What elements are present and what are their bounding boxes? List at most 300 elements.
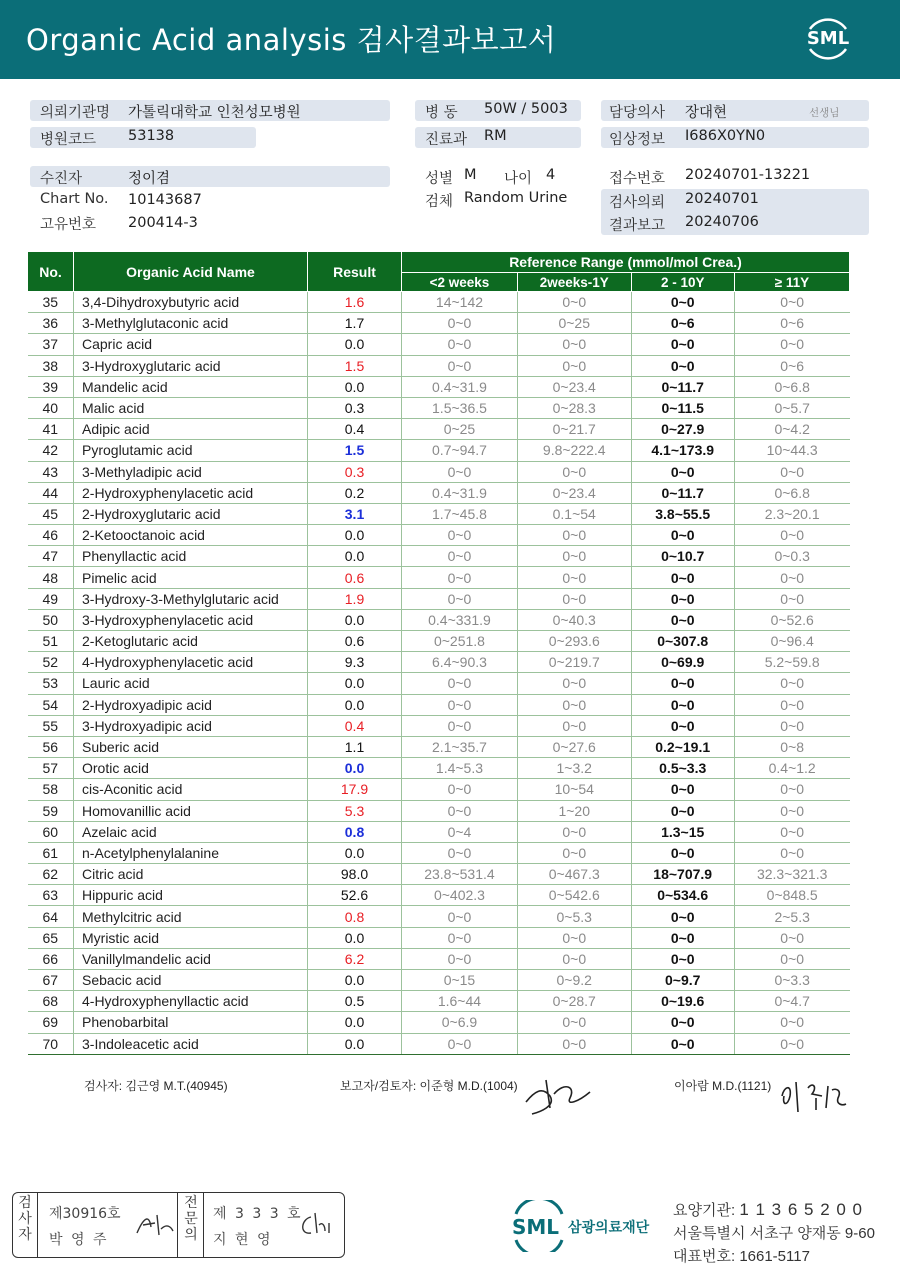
ref-2weeks-1y: 0~0 [517, 821, 631, 842]
table-row [28, 482, 850, 503]
table-row [28, 821, 850, 842]
clinical-label: 임상정보 [609, 132, 666, 148]
ref-ge-11y: 0~4.2 [734, 419, 849, 440]
footer-sml-logo [512, 1200, 652, 1252]
acid-name: Lauric acid [74, 673, 308, 694]
result-value: 0.0 [308, 1012, 402, 1033]
ref-lt-2weeks: 0~0 [402, 461, 518, 482]
ref-ge-11y: 0~0 [734, 715, 849, 736]
ref-lt-2weeks: 14~142 [402, 292, 518, 313]
footer-org-name: 삼광의료재단 [568, 1220, 650, 1236]
table-row [28, 1033, 850, 1054]
acid-name: Orotic acid [74, 758, 308, 779]
result-value: 0.5 [308, 991, 402, 1012]
table-row [28, 334, 850, 355]
stamp-left-number: 제30916호 [49, 1206, 121, 1222]
row-number: 54 [28, 694, 74, 715]
row-number: 37 [28, 334, 74, 355]
table-row [28, 842, 850, 863]
row-number: 60 [28, 821, 74, 842]
ref-ge-11y: 0~0 [734, 588, 849, 609]
acid-name: n-Acetylphenylalanine [74, 842, 308, 863]
ref-lt-2weeks: 0~251.8 [402, 631, 518, 652]
row-number: 53 [28, 673, 74, 694]
ref-ge-11y: 0~848.5 [734, 885, 849, 906]
ref-lt-2weeks: 0~0 [402, 906, 518, 927]
ref-2weeks-1y: 1~20 [517, 800, 631, 821]
ref-ge-11y: 0~6.8 [734, 482, 849, 503]
ref-ge-11y: 0~3.3 [734, 970, 849, 991]
acid-name: Capric acid [74, 334, 308, 355]
table-row [28, 397, 850, 418]
col-header-ref-2: 2 - 10Y [631, 273, 734, 292]
doctor-label: 담당의사 [609, 105, 666, 121]
acid-name: Sebacic acid [74, 970, 308, 991]
table-row [28, 609, 850, 630]
table-row [28, 652, 850, 673]
ref-2-10y: 18~707.9 [631, 864, 734, 885]
ref-2-10y: 0~11.7 [631, 376, 734, 397]
institution-label: 의뢰기관명 [40, 105, 111, 121]
footer-phone-label: 대표번호: [673, 1248, 736, 1265]
ref-2-10y: 0~0 [631, 906, 734, 927]
ref-2weeks-1y: 0~0 [517, 1033, 631, 1054]
institution-value: 가톨릭대학교 인천성모병원 [128, 105, 301, 121]
ref-2-10y: 0~0 [631, 461, 734, 482]
ref-ge-11y: 0~96.4 [734, 631, 849, 652]
table-row [28, 906, 850, 927]
stamp-right-number: 제 3 3 3 호 [213, 1206, 303, 1222]
ref-lt-2weeks: 0~402.3 [402, 885, 518, 906]
ref-ge-11y: 0~0 [734, 800, 849, 821]
dept-label: 진료과 [425, 132, 468, 148]
age-label: 나이 [504, 171, 533, 187]
specimen-value: Random Urine [464, 190, 568, 206]
ref-ge-11y: 0.4~1.2 [734, 758, 849, 779]
row-number: 39 [28, 376, 74, 397]
footer-logo-text: SML [512, 1215, 560, 1239]
row-number: 59 [28, 800, 74, 821]
ref-2weeks-1y: 0~23.4 [517, 376, 631, 397]
ref-2weeks-1y: 0~0 [517, 588, 631, 609]
ref-ge-11y: 0~0 [734, 779, 849, 800]
acid-name: 2-Hydroxyphenylacetic acid [74, 482, 308, 503]
result-value: 0.6 [308, 631, 402, 652]
receipt-label: 접수번호 [609, 171, 666, 187]
acid-name: 2-Ketoglutaric acid [74, 631, 308, 652]
ref-ge-11y: 0~4.7 [734, 991, 849, 1012]
ref-lt-2weeks: 1.5~36.5 [402, 397, 518, 418]
ref-ge-11y: 0~6 [734, 355, 849, 376]
result-value: 0.0 [308, 609, 402, 630]
table-row [28, 440, 850, 461]
result-value: 52.6 [308, 885, 402, 906]
ref-2weeks-1y: 0~0 [517, 842, 631, 863]
result-value: 1.5 [308, 440, 402, 461]
ref-2-10y: 0.5~3.3 [631, 758, 734, 779]
acid-name: 2-Hydroxyglutaric acid [74, 503, 308, 524]
row-number: 63 [28, 885, 74, 906]
ref-lt-2weeks: 0.7~94.7 [402, 440, 518, 461]
table-row [28, 779, 850, 800]
ref-2weeks-1y: 0~467.3 [517, 864, 631, 885]
ref-2-10y: 0~0 [631, 927, 734, 948]
row-number: 61 [28, 842, 74, 863]
acid-name: Adipic acid [74, 419, 308, 440]
ref-2-10y: 0~0 [631, 292, 734, 313]
ref-ge-11y: 0~0 [734, 567, 849, 588]
ref-ge-11y: 0~5.7 [734, 397, 849, 418]
acid-name: Myristic acid [74, 927, 308, 948]
result-value: 0.8 [308, 821, 402, 842]
ref-2weeks-1y: 0~28.3 [517, 397, 631, 418]
ref-2weeks-1y: 0~0 [517, 567, 631, 588]
ref-ge-11y: 2~5.3 [734, 906, 849, 927]
table-row [28, 313, 850, 334]
table-row [28, 588, 850, 609]
stamp-left-label: 검사자 [18, 1195, 32, 1243]
ref-lt-2weeks: 0~0 [402, 673, 518, 694]
ref-ge-11y: 5.2~59.8 [734, 652, 849, 673]
ref-2-10y: 0~0 [631, 673, 734, 694]
acid-name: Pyroglutamic acid [74, 440, 308, 461]
ref-2weeks-1y: 0~0 [517, 355, 631, 376]
ref-2-10y: 0~0 [631, 715, 734, 736]
stamp-right-label: 전문의 [184, 1195, 198, 1243]
col-header-no: No. [28, 252, 74, 292]
ref-2-10y: 0~27.9 [631, 419, 734, 440]
report-date-label: 결과보고 [609, 218, 666, 234]
result-value: 1.9 [308, 588, 402, 609]
result-value: 1.6 [308, 292, 402, 313]
result-value: 1.1 [308, 736, 402, 757]
ref-ge-11y: 2.3~20.1 [734, 503, 849, 524]
ref-2weeks-1y: 0~0 [517, 694, 631, 715]
acid-name: 2-Ketooctanoic acid [74, 525, 308, 546]
footer-phone-line [673, 1245, 810, 1266]
sex-label: 성별 [425, 171, 454, 187]
result-value: 0.8 [308, 906, 402, 927]
stamp-right-signature [295, 1209, 339, 1239]
hospital-code-label: 병원코드 [40, 132, 97, 148]
doctor2-signature: 이아람 M.D.(1121) [674, 1079, 772, 1093]
ref-lt-2weeks: 1.7~45.8 [402, 503, 518, 524]
row-number: 50 [28, 609, 74, 630]
ref-ge-11y: 0~0 [734, 525, 849, 546]
table-row [28, 694, 850, 715]
ref-ge-11y: 0~0 [734, 673, 849, 694]
ref-2weeks-1y: 0~219.7 [517, 652, 631, 673]
col-header-result: Result [308, 252, 402, 292]
doctor2-handwritten-signature [776, 1076, 850, 1116]
request-value: 20240701 [685, 191, 759, 207]
ref-2-10y: 0~69.9 [631, 652, 734, 673]
table-row [28, 970, 850, 991]
ref-2-10y: 0~534.6 [631, 885, 734, 906]
result-value: 0.0 [308, 673, 402, 694]
result-value: 6.2 [308, 948, 402, 969]
ref-2-10y: 0~0 [631, 1012, 734, 1033]
acid-name: Homovanillic acid [74, 800, 308, 821]
ref-lt-2weeks: 0~15 [402, 970, 518, 991]
ref-lt-2weeks: 0.4~31.9 [402, 376, 518, 397]
ref-lt-2weeks: 0~0 [402, 948, 518, 969]
ref-lt-2weeks: 0~0 [402, 1033, 518, 1054]
ref-lt-2weeks: 0~0 [402, 355, 518, 376]
col-header-ref-1: 2weeks-1Y [517, 273, 631, 292]
ref-2-10y: 0~0 [631, 609, 734, 630]
chart-value: 10143687 [128, 192, 202, 208]
ref-lt-2weeks: 0~0 [402, 715, 518, 736]
result-value: 3.1 [308, 503, 402, 524]
row-number: 56 [28, 736, 74, 757]
table-row [28, 525, 850, 546]
table-row [28, 567, 850, 588]
col-header-reference: Reference Range (mmol/mol Crea.) [402, 252, 850, 273]
report-title: Organic Acid analysis 검사결과보고서 [26, 23, 557, 57]
ref-2-10y: 0~0 [631, 525, 734, 546]
ref-2-10y: 0~0 [631, 694, 734, 715]
ref-lt-2weeks: 0~4 [402, 821, 518, 842]
row-number: 67 [28, 970, 74, 991]
ref-lt-2weeks: 1.4~5.3 [402, 758, 518, 779]
ref-lt-2weeks: 23.8~531.4 [402, 864, 518, 885]
table-row [28, 355, 850, 376]
doctor-suffix: 선생님 [809, 107, 840, 119]
ref-2weeks-1y: 0~0 [517, 927, 631, 948]
ref-lt-2weeks: 0~0 [402, 842, 518, 863]
ref-2weeks-1y: 9.8~222.4 [517, 440, 631, 461]
ref-2weeks-1y: 0~0 [517, 334, 631, 355]
report-header [0, 0, 900, 79]
ref-ge-11y: 0~6.8 [734, 376, 849, 397]
ref-2weeks-1y: 0~0 [517, 715, 631, 736]
result-value: 0.0 [308, 1033, 402, 1054]
ref-2weeks-1y: 0~0 [517, 461, 631, 482]
stamp-right-name: 지 현 영 [213, 1232, 273, 1248]
ref-2weeks-1y: 0~542.6 [517, 885, 631, 906]
sml-logo [802, 13, 854, 65]
ref-lt-2weeks: 0~6.9 [402, 1012, 518, 1033]
table-row [28, 546, 850, 567]
ref-lt-2weeks: 0~0 [402, 525, 518, 546]
row-number: 70 [28, 1033, 74, 1054]
acid-name: 3-Hydroxy-3-Methylglutaric acid [74, 588, 308, 609]
table-row [28, 736, 850, 757]
ref-2weeks-1y: 0~0 [517, 292, 631, 313]
ref-ge-11y: 0~0.3 [734, 546, 849, 567]
ref-lt-2weeks: 0~0 [402, 313, 518, 334]
row-number: 66 [28, 948, 74, 969]
acid-name: 3-Hydroxyadipic acid [74, 715, 308, 736]
row-number: 51 [28, 631, 74, 652]
acid-name: Suberic acid [74, 736, 308, 757]
col-header-ref-0: <2 weeks [402, 273, 518, 292]
row-number: 55 [28, 715, 74, 736]
result-value: 0.3 [308, 461, 402, 482]
ref-2-10y: 0~11.7 [631, 482, 734, 503]
ref-ge-11y: 32.3~321.3 [734, 864, 849, 885]
acid-name: Vanillylmandelic acid [74, 948, 308, 969]
ref-lt-2weeks: 0~0 [402, 800, 518, 821]
ref-2-10y: 0~10.7 [631, 546, 734, 567]
table-row [28, 419, 850, 440]
ref-2weeks-1y: 0~5.3 [517, 906, 631, 927]
ref-2-10y: 4.1~173.9 [631, 440, 734, 461]
row-number: 35 [28, 292, 74, 313]
specimen-label: 검체 [425, 194, 454, 210]
ref-2-10y: 0~0 [631, 355, 734, 376]
table-row [28, 927, 850, 948]
result-value: 0.0 [308, 546, 402, 567]
ref-ge-11y: 10~44.3 [734, 440, 849, 461]
ward-value: 50W / 5003 [484, 101, 568, 117]
result-value: 0.0 [308, 334, 402, 355]
results-table [27, 251, 850, 1055]
stamp-left-signature [133, 1209, 177, 1239]
table-row [28, 673, 850, 694]
ref-lt-2weeks: 0~0 [402, 588, 518, 609]
ref-ge-11y: 0~0 [734, 927, 849, 948]
table-row [28, 715, 850, 736]
ref-lt-2weeks: 0~0 [402, 334, 518, 355]
ref-2-10y: 0.2~19.1 [631, 736, 734, 757]
row-number: 57 [28, 758, 74, 779]
ref-2-10y: 0~19.6 [631, 991, 734, 1012]
acid-name: Malic acid [74, 397, 308, 418]
ref-2-10y: 0~0 [631, 948, 734, 969]
doctor-value: 장대현 [685, 105, 728, 121]
ref-2-10y: 0~0 [631, 779, 734, 800]
ref-lt-2weeks: 0.4~31.9 [402, 482, 518, 503]
ref-2-10y: 3.8~55.5 [631, 503, 734, 524]
row-number: 52 [28, 652, 74, 673]
ref-lt-2weeks: 0~0 [402, 546, 518, 567]
ref-ge-11y: 0~0 [734, 1033, 849, 1054]
ref-2weeks-1y: 0~40.3 [517, 609, 631, 630]
ref-2weeks-1y: 0~293.6 [517, 631, 631, 652]
ref-2weeks-1y: 1~3.2 [517, 758, 631, 779]
row-number: 65 [28, 927, 74, 948]
ref-2-10y: 0~0 [631, 1033, 734, 1054]
ref-2weeks-1y: 0~21.7 [517, 419, 631, 440]
acid-name: 3,4-Dihydroxybutyric acid [74, 292, 308, 313]
table-row [28, 631, 850, 652]
acid-name: 4-Hydroxyphenyllactic acid [74, 991, 308, 1012]
table-row [28, 503, 850, 524]
acid-name: Mandelic acid [74, 376, 308, 397]
ref-ge-11y: 0~6 [734, 313, 849, 334]
footer-phone: 1661-5117 [739, 1248, 810, 1265]
ref-2-10y: 0~0 [631, 842, 734, 863]
ref-lt-2weeks: 0~0 [402, 927, 518, 948]
row-number: 48 [28, 567, 74, 588]
ref-2weeks-1y: 0~0 [517, 948, 631, 969]
ref-2weeks-1y: 0~27.6 [517, 736, 631, 757]
row-number: 68 [28, 991, 74, 1012]
tester-signature: 검사자: 김근영 M.T.(40945) [84, 1079, 228, 1093]
ref-ge-11y: 0~0 [734, 948, 849, 969]
table-row [28, 1012, 850, 1033]
acid-name: Azelaic acid [74, 821, 308, 842]
row-number: 42 [28, 440, 74, 461]
acid-name: 2-Hydroxyadipic acid [74, 694, 308, 715]
dept-value: RM [484, 128, 507, 144]
ref-2weeks-1y: 10~54 [517, 779, 631, 800]
age-value: 4 [546, 167, 556, 183]
ref-2weeks-1y: 0~9.2 [517, 970, 631, 991]
row-number: 40 [28, 397, 74, 418]
ref-lt-2weeks: 6.4~90.3 [402, 652, 518, 673]
row-number: 58 [28, 779, 74, 800]
row-number: 47 [28, 546, 74, 567]
ref-2-10y: 0~0 [631, 588, 734, 609]
ref-lt-2weeks: 0~0 [402, 779, 518, 800]
sex-value: M [464, 167, 477, 183]
acid-name: Phenyllactic acid [74, 546, 308, 567]
ref-lt-2weeks: 0~0 [402, 567, 518, 588]
acid-name: cis-Aconitic acid [74, 779, 308, 800]
row-number: 43 [28, 461, 74, 482]
table-row [28, 292, 850, 313]
result-value: 5.3 [308, 800, 402, 821]
result-value: 17.9 [308, 779, 402, 800]
ward-label: 병 동 [425, 105, 458, 121]
ref-ge-11y: 0~0 [734, 842, 849, 863]
result-value: 0.4 [308, 419, 402, 440]
ref-2weeks-1y: 0~28.7 [517, 991, 631, 1012]
ref-2-10y: 0~9.7 [631, 970, 734, 991]
result-value: 0.0 [308, 376, 402, 397]
result-value: 0.0 [308, 758, 402, 779]
acid-name: Citric acid [74, 864, 308, 885]
unique-label: 고유번호 [40, 217, 97, 233]
acid-name: Pimelic acid [74, 567, 308, 588]
ref-ge-11y: 0~0 [734, 292, 849, 313]
footer-code: 1 1 3 6 5 2 0 0 [739, 1200, 864, 1219]
table-row [28, 991, 850, 1012]
acid-name: 3-Methyladipic acid [74, 461, 308, 482]
ref-lt-2weeks: 0~0 [402, 694, 518, 715]
ref-2weeks-1y: 0.1~54 [517, 503, 631, 524]
ref-2-10y: 0~11.5 [631, 397, 734, 418]
result-value: 0.0 [308, 970, 402, 991]
ref-ge-11y: 0~0 [734, 694, 849, 715]
table-row [28, 376, 850, 397]
ref-2weeks-1y: 0~0 [517, 546, 631, 567]
ref-ge-11y: 0~0 [734, 334, 849, 355]
table-row [28, 948, 850, 969]
certification-stamp [12, 1192, 345, 1258]
row-number: 69 [28, 1012, 74, 1033]
sml-logo-text: SML [806, 28, 850, 49]
row-number: 38 [28, 355, 74, 376]
col-header-name: Organic Acid Name [74, 252, 308, 292]
acid-name: Phenobarbital [74, 1012, 308, 1033]
ref-2weeks-1y: 0~25 [517, 313, 631, 334]
ref-lt-2weeks: 2.1~35.7 [402, 736, 518, 757]
ref-2-10y: 0~0 [631, 800, 734, 821]
receipt-value: 20240701-13221 [685, 167, 811, 183]
acid-name: 3-Hydroxyphenylacetic acid [74, 609, 308, 630]
hospital-code-value: 53138 [128, 128, 175, 144]
ref-lt-2weeks: 0.4~331.9 [402, 609, 518, 630]
row-number: 44 [28, 482, 74, 503]
clinical-value: I686X0YN0 [685, 128, 766, 144]
ref-2weeks-1y: 0~23.4 [517, 482, 631, 503]
patient-label: 수진자 [40, 171, 83, 187]
row-number: 36 [28, 313, 74, 334]
